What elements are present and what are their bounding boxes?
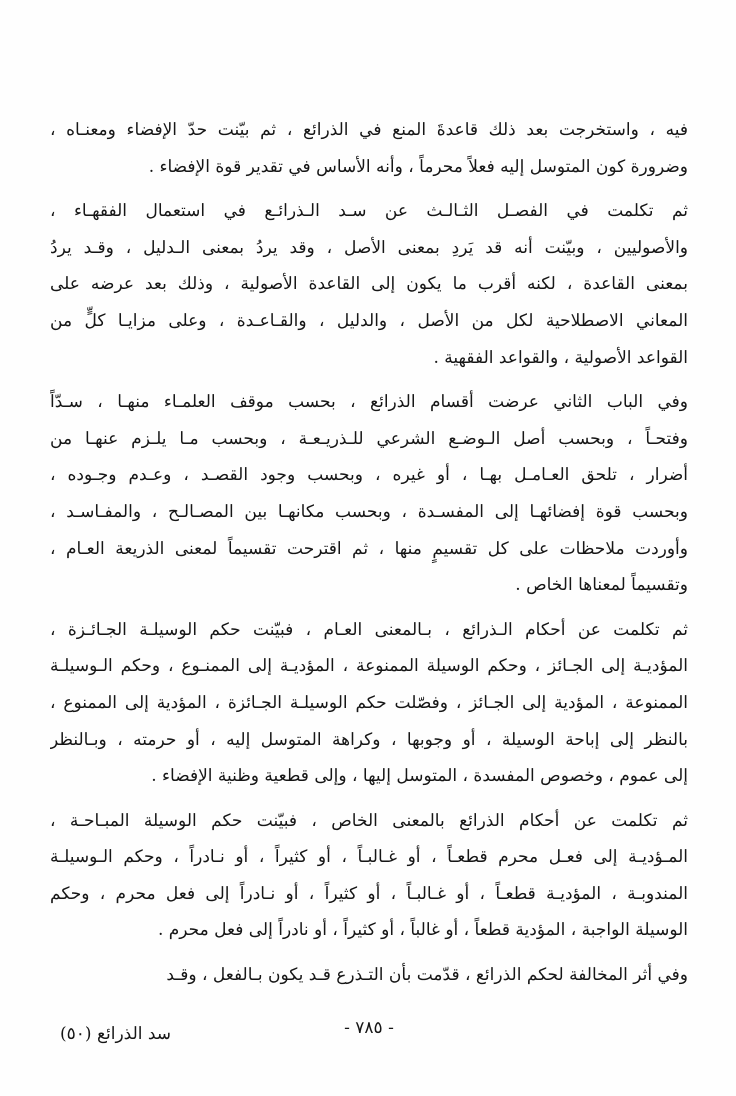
paragraph <box>50 957 688 994</box>
text-line: بمعنى القاعدة ، لكنه أقرب ما يكون إلى القاعدة الأصولية ، وذلك بعد عرضه على <box>50 274 688 295</box>
text-line: المؤديـة إلى الجـائز ، وحكم الوسيلة الممنوعة ، المؤديـة إلى الممنـوع ، وحكم الـوسيلـة <box>50 656 688 677</box>
printer-signature: سد الذرائع (٥٠) <box>60 1024 172 1044</box>
text-line: وفتحـاً ، وبحسب أصل الـوضـع الشرعي للـذريـعـة ، وبحسب مـا يلـزم عنهـا من <box>50 428 688 449</box>
text-line: الممنوعة ، المؤدية إلى الجـائز ، وفصّلت حكم الوسيلـة الجـائزة ، المؤدية إلى الممنوع ، <box>50 692 688 713</box>
text-line: أضرار ، تلحق العـامـل بهـا ، أو غيره ، وبحسب وجود القصـد ، وعـدم وجـوده ، <box>50 465 688 486</box>
text-line: وفي الباب الثاني عرضت أقسام الذرائع ، بحسب موقف العلمـاء منهـا ، سـدّاً <box>50 392 688 413</box>
paragraph <box>50 384 688 604</box>
paragraph <box>50 612 688 795</box>
text-line: فيه ، واستخرجت بعد ذلك قاعدةَ المنع في الذرائع ، ثم بيّنت حدّ الإفضاء ومعنـاه ، <box>50 120 688 140</box>
text-line: وفي أثر المخالفة لحكم الذرائع ، قدّمت بأن التـذرع قـد يكون بـالفعل ، وقـد <box>166 965 688 986</box>
page-footer <box>50 1006 688 1046</box>
text-line: المـؤديـة إلى فعـل محرم قطعـاً ، أو غـالبـاً ، أو كثيراً ، أو نـادراً ، وحكم الـوسيلـة <box>50 847 688 868</box>
text-line: وبحسب قوة إفضائهـا إلى المفسـدة ، وبحسب مكانهـا بين المصـالـح ، والمفـاسـد ، <box>50 501 688 522</box>
text-line: المعاني الاصطلاحية لكل من الأصل ، والدليل ، والقـاعـدة ، وعلى مزايـا كلٍّ من <box>50 310 688 331</box>
text-line: ثم تكلمت عن أحكام الذرائع بالمعنى الخاص ، فبيّنت حكم الوسيلة المبـاحـة ، <box>50 810 688 831</box>
text-line: وتقسيماً لمعناها الخاص . <box>515 575 688 596</box>
text-line: والأصوليين ، وبيّنت أنه قد يَردِ بمعنى الأصل ، وقد يردُ بمعنى الـدليل ، وقـد يردُ <box>50 237 688 258</box>
text-line: الوسيلة الواجبة ، المؤدية قطعاً ، أو غالباً ، أو كثيراً ، أو نادراً إلى فعل محرم . <box>157 920 688 941</box>
text-line: إلى عموم ، وخصوص المفسدة ، المتوسل إليها ، وإلى قطعية وظنية الإفضاء . <box>151 766 688 787</box>
text-line: بالنظر إلى إباحة الوسيلة ، أو وجوبها ، وكراهة المتوسل إليه ، أو حرمته ، وبـالنظر <box>50 729 688 750</box>
text-line: ثم تكلمت عن أحكام الـذرائع ، بـالمعنى العـام ، فبيّنت حكم الوسيلـة الجـائـزة ، <box>50 619 688 640</box>
body-text <box>50 112 688 994</box>
paragraph <box>50 803 688 949</box>
text-line: القواعد الأصولية ، والقواعد الفقهية . <box>433 347 688 368</box>
text-line: المندوبـة ، المؤديـة قطعـاً ، أو غـالبـاً ، أو كثيراً ، أو نـادراً إلى فعل محرم ، وحكم <box>50 883 688 904</box>
paragraph <box>50 112 688 185</box>
text-line: وضرورة كون المتوسل إليه فعلاً محرماً ، وأنه الأساس في تقدير قوة الإفضاء . <box>148 156 688 177</box>
text-line: ثم تكلمت في الفصـل الثـالـث عن سـد الـذرائـع في استعمال الفقهـاء ، <box>50 201 688 222</box>
page-number: - ٧٨٥ - <box>344 1018 394 1038</box>
text-line: وأوردت ملاحظات على كل تقسيمٍ منها ، ثم اقترحت تقسيماً لمعنى الذريعة العـام ، <box>50 538 688 559</box>
paragraph <box>50 193 688 376</box>
